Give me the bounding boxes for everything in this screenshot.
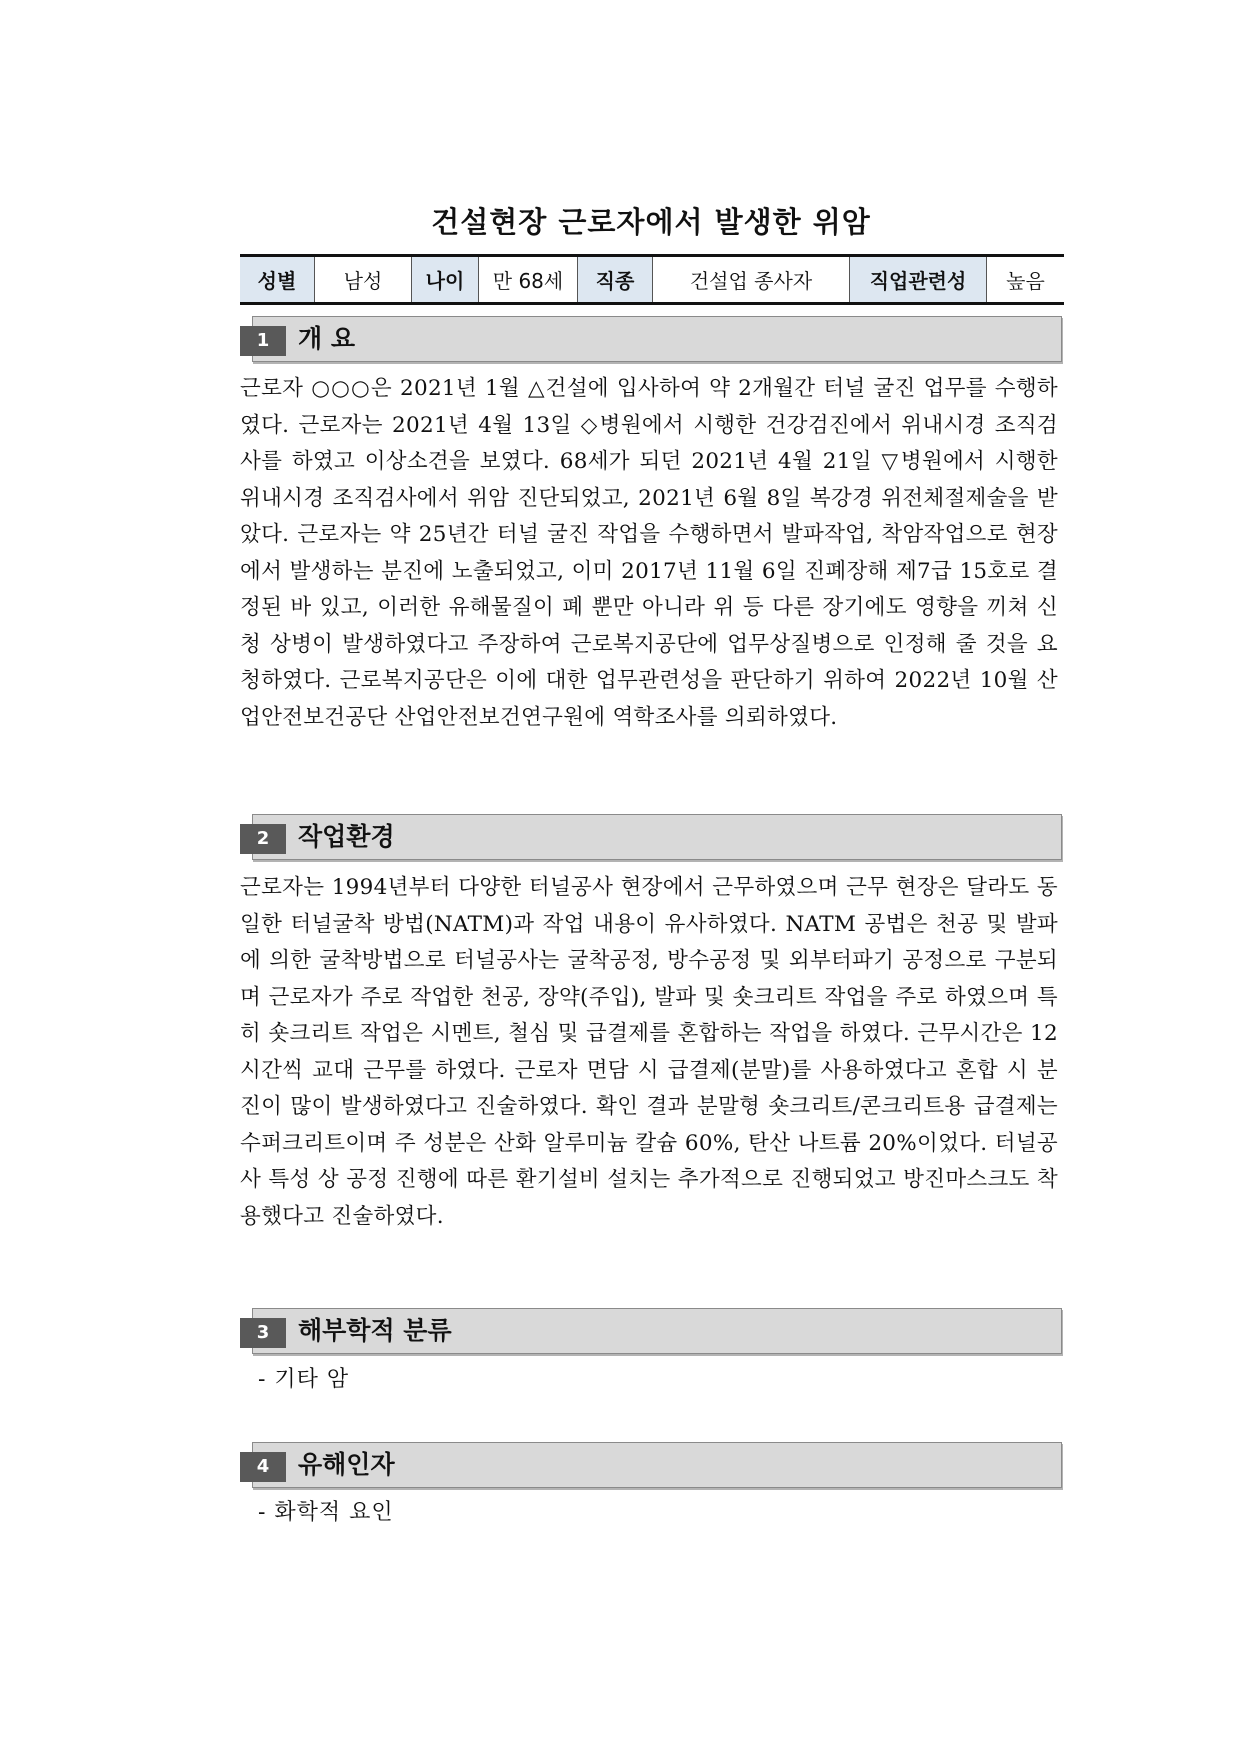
relevance-value: 높음 xyxy=(987,256,1065,304)
section-number: 3 xyxy=(240,1318,286,1348)
section-number: 2 xyxy=(240,824,286,854)
age-value: 만 68세 xyxy=(479,256,578,304)
sex-value: 남성 xyxy=(315,256,412,304)
summary-table xyxy=(240,254,1064,305)
section-header-overview xyxy=(240,316,1062,362)
section-number: 1 xyxy=(240,326,286,356)
overview-paragraph: 근로자 ○○○은 2021년 1월 △건설에 입사하여 약 2개월간 터널 굴진 업무를 수행하였다. 근로자는 2021년 4월 13일 ◇병원에서 시행한 건강검진에서 위내시경 조직검사를 하였고 이상소견을 보였다. 68세가 되던 2021년 4월 21일 ▽병원에서 시행한 위내시경 조직검사에서 위암 진단되었고, 2021년 6월 8일 복강경 위전체절제술을 받았다. 근로자는 약 25년간 터널 굴진 작업을 수행하면서 발파작업, 착암작업으로 현장에서 발생하는 분진에 노출되었고, 이미 2017년 11월 6일 진폐장해 제7급 15호로 결정된 바 있고, 이러한 유해물질이 폐 뿐만 아니라 위 등 다른 장기에도 영향을 끼쳐 신청 상병이 발생하였다고 주장하여 근로복지공단에 업무상질병으로 인정해 줄 것을 요청하였다. 근로복지공단은 이에 대한 업무관련성을 판단하기 위하여 2022년 10월 산업안전보건공단 산업안전보건연구원에 역학조사를 의뢰하였다. xyxy=(240,376,1058,730)
job-label: 직종 xyxy=(578,256,653,304)
section-header-anatomical-classification xyxy=(240,1308,1062,1354)
job-value: 건설업 종사자 xyxy=(653,256,850,304)
section-header-work-environment xyxy=(240,814,1062,860)
section-bar xyxy=(252,316,1062,362)
summary-row xyxy=(240,256,1064,304)
section-title: 작업환경 xyxy=(298,822,395,851)
work-environment-paragraph: 근로자는 1994년부터 다양한 터널공사 현장에서 근무하였으며 근무 현장은 달라도 동일한 터널굴착 방법(NATM)과 작업 내용이 유사하였다. NATM 공법은 천공 및 발파에 의한 굴착방법으로 터널공사는 굴착공정, 방수공정 및 외부터파기 공정으로 구분되며 근로자가 주로 작업한 천공, 장약(주입), 발파 및 숏크리트 작업을 주로 하였으며 특히 숏크리트 작업은 시멘트, 철심 및 급결제를 혼합하는 작업을 하였다. 근무시간은 12시간씩 교대 근무를 하였다. 근로자 면담 시 급결제(분말)를 사용하였다고 혼합 시 분진이 많이 발생하였다고 진술하였다. 확인 결과 분말형 숏크리트/콘크리트용 급결제는 수퍼크리트이며 주 성분은 산화 알루미늄 칼슘 60%, 탄산 나트륨 20%이었다. 터널공사 특성 상 공정 진행에 따른 환기설비 설치는 추가적으로 진행되었고 방진마스크도 착용했다고 진술하였다. xyxy=(240,875,1058,1229)
document-title: 건설현장 근로자에서 발생한 위암 xyxy=(431,205,871,239)
hazard-factor-item: - 화학적 요인 xyxy=(258,1500,394,1525)
section-title: 개 요 xyxy=(298,324,356,353)
anatomical-classification-item: - 기타 암 xyxy=(258,1367,350,1392)
section-header-hazard-factor xyxy=(240,1442,1062,1488)
sex-label: 성별 xyxy=(240,256,315,304)
relevance-label: 직업관련성 xyxy=(850,256,987,304)
section-number: 4 xyxy=(240,1452,286,1482)
section-title: 유해인자 xyxy=(298,1450,395,1479)
section-title: 해부학적 분류 xyxy=(298,1316,452,1345)
age-label: 나이 xyxy=(412,256,479,304)
